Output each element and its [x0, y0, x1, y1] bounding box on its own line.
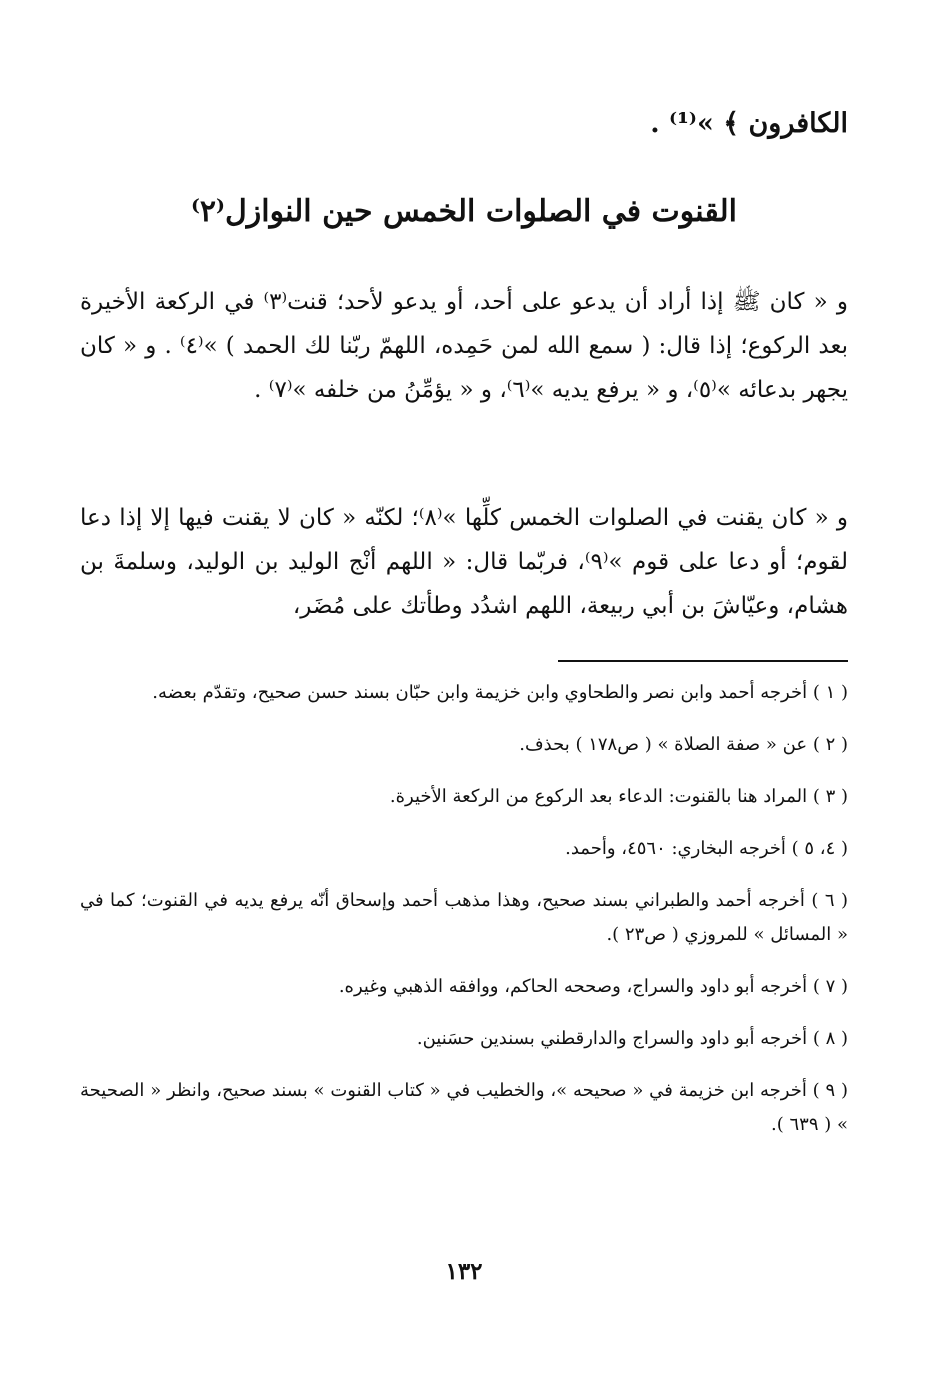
page-number: ١٣٢: [445, 1258, 483, 1285]
footnote-3: ( ٣ ) المراد هنا بالقنوت: الدعاء بعد الركوع من الركعة الأخيرة.: [389, 786, 848, 807]
document-page: [80, 0, 848, 1379]
footnotes: [80, 676, 848, 1160]
footnote-8: ( ٨ ) أخرجه أبو داود والسراج والدارقطني بسندين حسَنين.: [416, 1028, 848, 1049]
footnote-9: ( ٩ ) أخرجه ابن خزيمة في « صحيحه »، والخطيب في « كتاب القنوت » بسند صحيح، وانظر « الصحيحة » ( ٦٣٩ ).: [80, 1080, 848, 1135]
footnote-separator: [558, 660, 848, 662]
footnote-2: ( ٢ ) عن « صفة الصلاة » ( ص١٧٨ ) بحذف.: [519, 734, 848, 755]
footnote-7: ( ٧ ) أخرجه أبو داود والسراج، وصححه الحاكم، ووافقه الذهبي وغيره.: [338, 976, 848, 997]
footnote-1: ( ١ ) أخرجه أحمد وابن نصر والطحاوي وابن خزيمة وابن حبّان بسند حسن صحيح، وتقدّم بعضه.: [152, 682, 848, 703]
paragraph-2: و « كان يقنت في الصلوات الخمس كلِّها »⁽٨⁾؛ لكنّه « كان لا يقنت فيها إلا إذا دعا لقوم؛ أو دعا على قوم »⁽٩⁾، فربّما قال: « اللهم أنْج الوليد بن الوليد، وسلمةَ بن هشام، وعيّاشَ بن أبي ربيعة، اللهم اشدُد وطأتك على مُضَر،: [80, 505, 848, 619]
section-heading: القنوت في الصلوات الخمس حين النوازل⁽٢⁾: [190, 194, 738, 229]
footnote-4-5: ( ٤، ٥ ) أخرجه البخاري: ٤٥٦٠، وأحمد.: [565, 838, 848, 859]
paragraph-1: و « كان ﷺ إذا أراد أن يدعو على أحد، أو يدعو لأحد؛ قنت⁽٣⁾ في الركعة الأخيرة بعد الركوع؛ إذا قال: ( سمع الله لمن حَمِده، اللهمّ ربّنا لك الحمد ) »⁽٤⁾ . و « كان يجهر بدعائه »⁽٥⁾، و « يرفع يديه »⁽٦⁾، و « يؤمِّنُ من خلفه »⁽٧⁾ .: [80, 289, 848, 403]
continued-text-line: الكافرون ﴾ »⁽¹⁾ .: [650, 108, 848, 139]
footnote-6: ( ٦ ) أخرجه أحمد والطبراني بسند صحيح، وهذا مذهب أحمد وإسحاق أنّه يرفع يديه في القنوت؛ كما في « المسائل » للمروزي ( ص٢٣ ).: [80, 890, 848, 945]
